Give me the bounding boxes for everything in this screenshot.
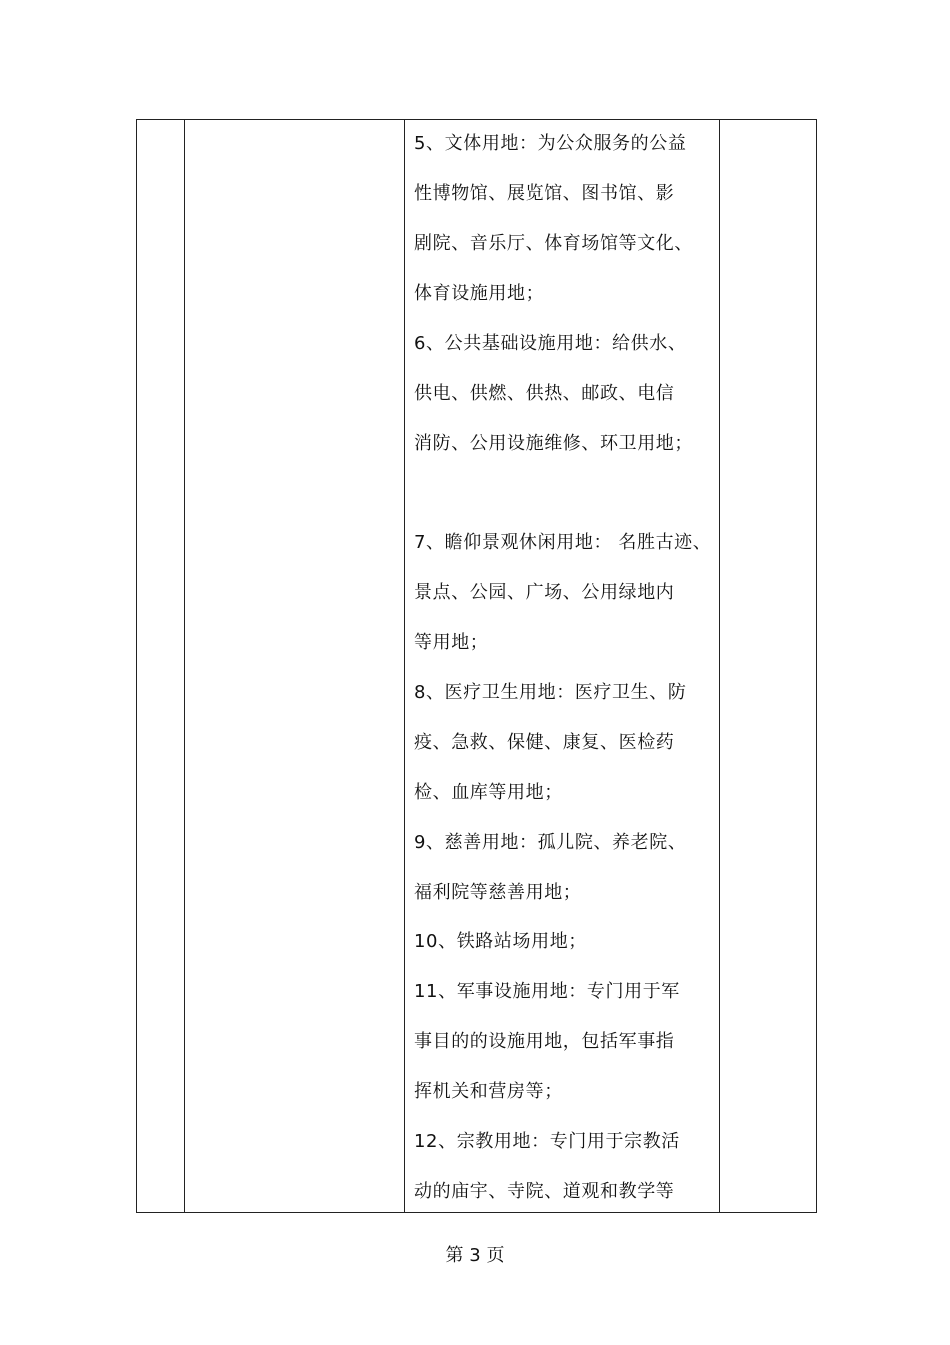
text-line: 剧院、音乐厅、体育场馆等文化、	[414, 233, 693, 254]
text-line: 景点、公园、广场、公用绿地内	[414, 582, 675, 603]
text-line: 6、公共基础设施用地：给供水、	[414, 333, 687, 354]
text-line: 8、医疗卫生用地：医疗卫生、防	[414, 682, 687, 703]
text-line: 性博物馆、展览馆、图书馆、影	[414, 183, 675, 204]
text-line: 动的庙宇、寺院、道观和教学等	[414, 1181, 675, 1202]
table-cell-content	[405, 120, 720, 1213]
text-line: 挥机关和营房等；	[414, 1081, 563, 1102]
text-line: 9、慈善用地：孤儿院、养老院、	[414, 832, 687, 853]
text-line: 7、瞻仰景观休闲用地： 名胜古迹、	[414, 532, 712, 553]
table-cell-empty-1	[137, 120, 185, 1213]
text-line: 11、军事设施用地：专门用于军	[414, 981, 680, 1002]
text-line: 12、宗教用地：专门用于宗教活	[414, 1131, 680, 1152]
text-line: 等用地；	[414, 632, 489, 653]
table-cell-empty-2	[185, 120, 405, 1213]
text-line: 疫、急救、保健、康复、医检药	[414, 732, 675, 753]
table-row	[137, 120, 817, 1213]
text-line: 体育设施用地；	[414, 283, 545, 304]
text-line: 事目的的设施用地，包括军事指	[414, 1031, 675, 1052]
text-line: 供电、供燃、供热、邮政、电信	[414, 383, 675, 404]
text-line: 5、文体用地：为公众服务的公益	[414, 133, 687, 154]
text-line: 10、铁路站场用地；	[414, 931, 587, 952]
page-number: 第 3 页	[445, 1245, 505, 1266]
text-line: 消防、公用设施维修、环卫用地；	[414, 433, 693, 454]
table-cell-empty-4	[720, 120, 817, 1213]
text-line: 福利院等慈善用地；	[414, 882, 582, 903]
text-line: 检、血库等用地；	[414, 782, 563, 803]
land-use-table	[136, 119, 817, 1213]
